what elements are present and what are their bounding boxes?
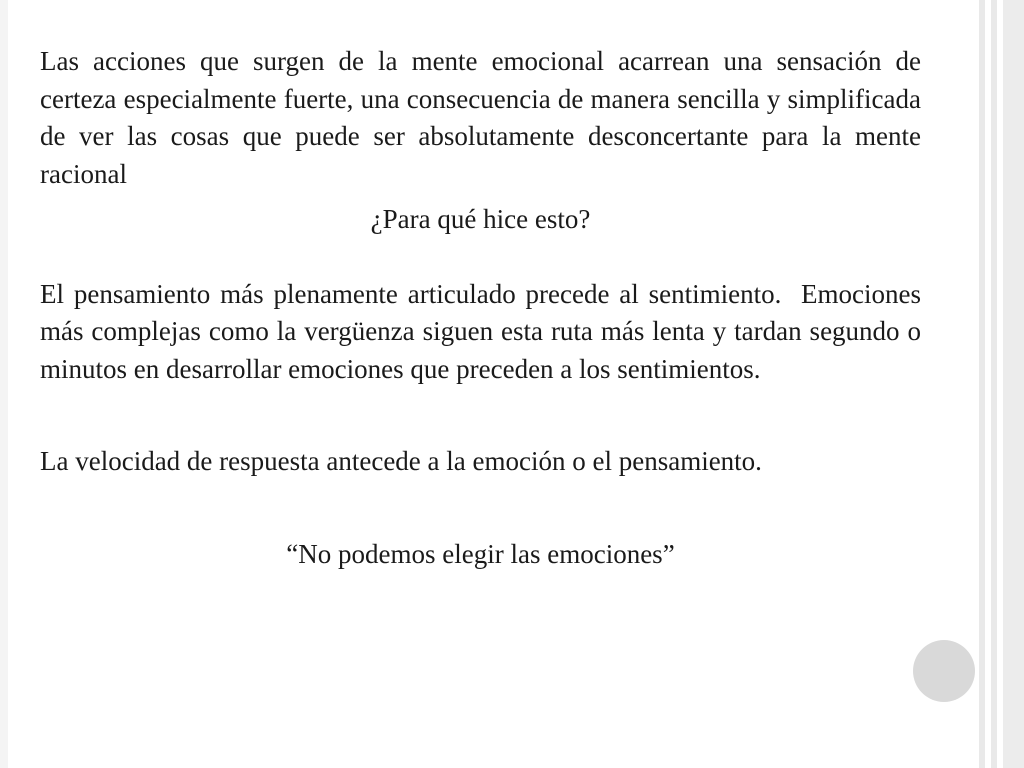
- paragraph-1: Las acciones que surgen de la mente emocional acarrean una sensación de certeza especialmente fuerte, una consecuencia de manera sencilla y simplificada de ver las cosas que puede ser absolutamente desconcertante para la mente racional: [40, 46, 921, 189]
- paragraph-2: El pensamiento más plenamente articulado precede al sentimiento. Emociones más complejas como la vergüenza siguen esta ruta más lenta y tardan segundo o minutos en desarrollar emociones que preceden a los sentimientos.: [40, 278, 928, 384]
- right-border-bar-2: [991, 0, 997, 768]
- quote-line: “No podemos elegir las emociones”: [286, 538, 675, 569]
- paragraph-3: La velocidad de respuesta antecede a la emoción o el pensamiento.: [40, 446, 762, 476]
- right-border-bar-1: [979, 0, 985, 768]
- question-line: ¿Para qué hice esto?: [370, 204, 591, 234]
- right-border-bar-3: [1003, 0, 1024, 768]
- slide-content: [40, 43, 928, 573]
- decorative-circle: [913, 640, 975, 702]
- left-border-bar: [0, 0, 8, 768]
